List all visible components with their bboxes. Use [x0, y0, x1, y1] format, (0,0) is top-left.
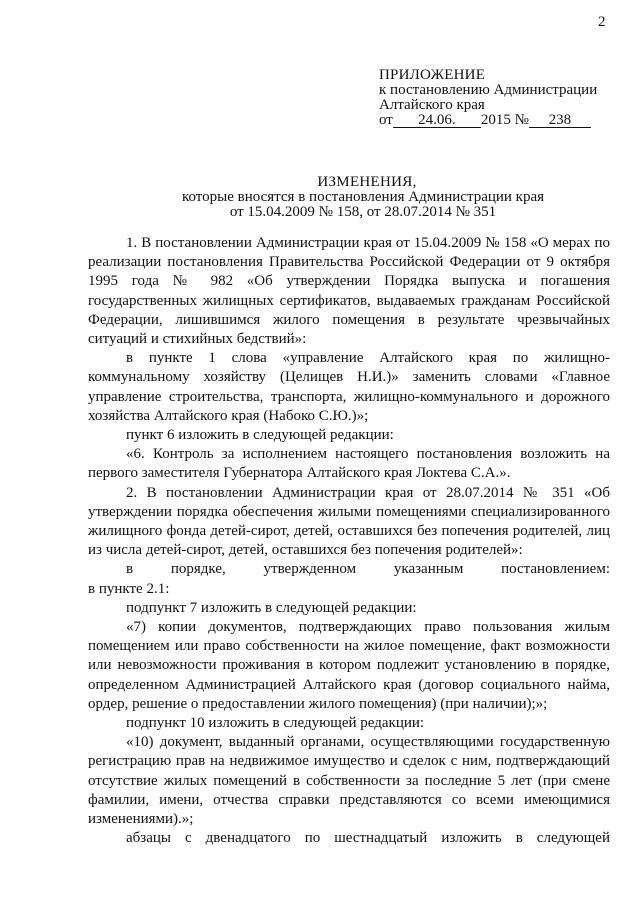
paragraph-12: абзацы с двенадцатого по шестнадцатый изложить в следующей [126, 830, 610, 847]
number-field: 238 [529, 113, 591, 128]
paragraph-11: «10) документ, выданный органами, осуществляющими государственную регистрацию прав на недвижимое имущество и сделок с ним, подтверждающий отсутствие жилых помещений в собственности за последние 5 лет (при смене фамилии, имени, отчества справки представляются со всеми имеющимися изменениями).»; [88, 734, 610, 828]
appendix-title: ПРИЛОЖЕНИЕ [379, 67, 486, 83]
heading-subtitle: которые вносятся в постановления Администрации края [181, 189, 545, 205]
appendix-date-line [379, 113, 597, 128]
paragraph-7: в пункте 2.1: [88, 580, 170, 597]
date-field: 24.06. [393, 113, 481, 128]
page-number: 2 [598, 14, 606, 30]
document-heading [0, 175, 640, 220]
year-number-label: 2015 № [480, 112, 529, 128]
paragraph-4: «6. Контроль за исполнением настоящего постановления возложить на первого заместителя Губернатора Алтайского края Локтева С.А.». [88, 446, 610, 482]
paragraph-5: 2. В постановлении Администрации края от 28.07.2014 № 351 «Об утверждении порядка обеспечения жилыми помещениями специализированного жилищного фонда детей-сирот, детей, оставшихся без попечения родителей, лиц из числа детей-сирот, детей, оставшихся без попечения родителей»: [88, 484, 610, 559]
appendix-line-1: к постановлению Администрации [379, 82, 598, 98]
date-prefix: от [379, 112, 393, 128]
appendix-block [379, 68, 597, 128]
paragraph-10: подпункт 10 изложить в следующей редакции: [126, 715, 425, 732]
paragraph-2: в пункте 1 слова «управление Алтайского края по жилищно-коммунальному хозяйству (Целищев Н.И.)» заменить словами «Главное управление строительства, транспорта, жилищно-коммунального и дорожного хозяйства Алтайского края (Набоко С.Ю.)»; [88, 350, 610, 424]
paragraph-3: пункт 6 изложить в следующей редакции: [126, 427, 394, 444]
paragraph-9: «7) копии документов, подтверждающих право пользования жилым помещением или право собственности на жилое помещение, факт возможности или невозможности проживания в котором подлежит установлению в порядке, определенном Администрацией Алтайского края (договор социального найма, ордер, решение о предоставлении жилого помещения) (при наличии);»; [88, 619, 610, 712]
paragraph-8: подпункт 7 изложить в следующей редакции: [126, 599, 417, 616]
paragraph-6: в порядке, утвержденном указанным постановлением: [126, 561, 610, 578]
appendix-line-2: Алтайского края [379, 97, 485, 113]
heading-dates: от 15.04.2009 № 158, от 28.07.2014 № 351 [229, 204, 497, 220]
document-body [88, 234, 610, 849]
heading-title: ИЗМЕНЕНИЯ, [317, 174, 417, 190]
paragraph-1: 1. В постановлении Администрации края от 15.04.2009 № 158 «О мерах по реализации постановления Правительства Российской Федерации от 9 октября 1995 года № 982 «Об утверждении Порядка выпуска и погашения государственных жилищных сертификатов, выдаваемых гражданам Российской Федерации, лишившимся жилого помещения в результате чрезвычайных ситуаций и стихийных бедствий»: [88, 235, 610, 348]
